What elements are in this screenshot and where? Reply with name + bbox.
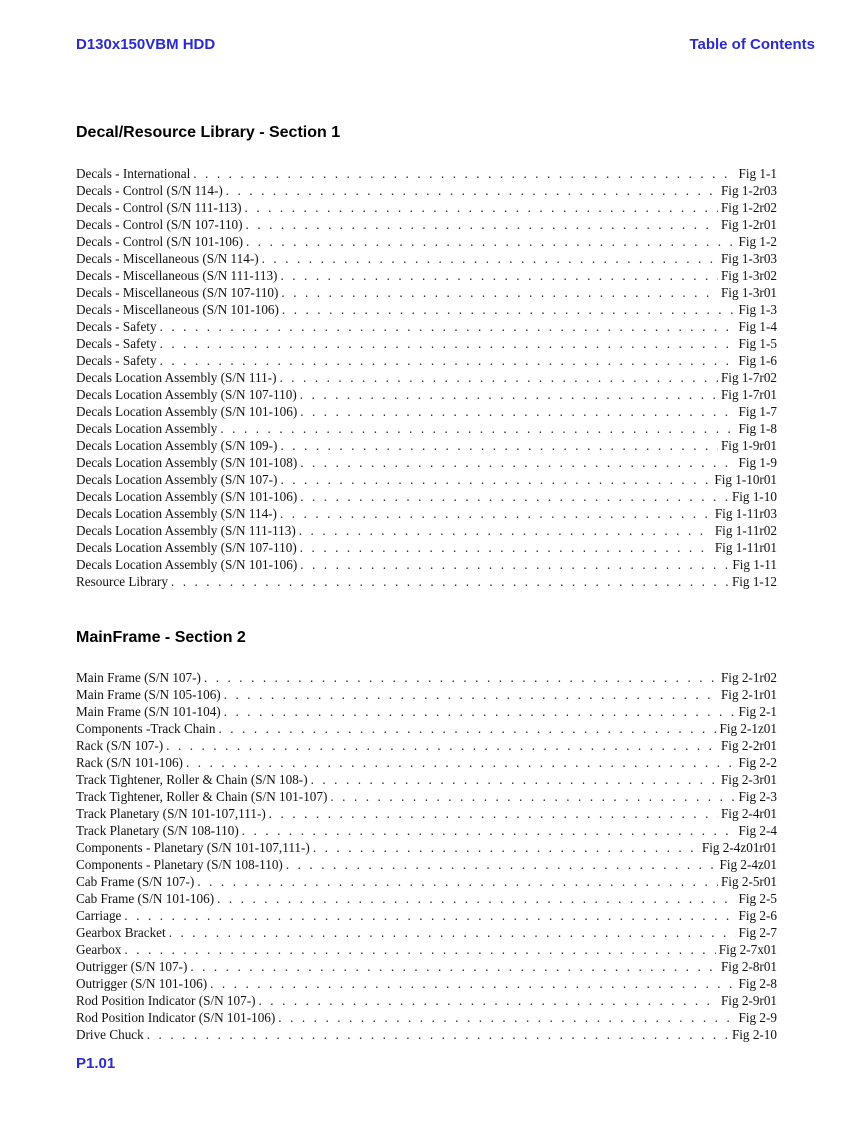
section-1-toc-list <box>76 165 777 590</box>
dot-leader <box>300 556 729 573</box>
toc-entry[interactable] <box>76 771 777 788</box>
toc-entry[interactable] <box>76 669 777 686</box>
toc-entry-label: Decals - Miscellaneous (S/N 101-106) <box>76 302 279 317</box>
toc-entry-label: Rod Position Indicator (S/N 107-) <box>76 993 256 1008</box>
dot-leader <box>245 199 718 216</box>
dot-leader <box>300 386 718 403</box>
toc-entry-figure-ref: Fig 2-10 <box>729 1026 777 1043</box>
toc-entry-figure-ref: Fig 2-4z01 <box>716 856 777 873</box>
dot-leader <box>280 437 718 454</box>
toc-entry-label: Track Tightener, Roller & Chain (S/N 101-107) <box>76 789 328 804</box>
toc-entry[interactable] <box>76 873 777 890</box>
dot-leader <box>282 301 736 318</box>
toc-entry-label: Decals Location Assembly (S/N 114-) <box>76 506 277 521</box>
toc-entry[interactable] <box>76 805 777 822</box>
toc-entry-figure-ref: Fig 1-7r01 <box>718 386 777 403</box>
toc-entry[interactable] <box>76 907 777 924</box>
toc-entry[interactable] <box>76 754 777 771</box>
toc-entry[interactable] <box>76 301 777 318</box>
toc-entry[interactable] <box>76 403 777 420</box>
toc-entry-figure-ref: Fig 2-8r01 <box>718 958 777 975</box>
toc-entry[interactable] <box>76 420 777 437</box>
toc-entry-label: Decals Location Assembly (S/N 107-110) <box>76 387 297 402</box>
toc-entry-label: Decals Location Assembly (S/N 109-) <box>76 438 278 453</box>
toc-entry[interactable] <box>76 369 777 386</box>
toc-entry-label: Decals Location Assembly (S/N 101-106) <box>76 557 298 572</box>
toc-entry-figure-ref: Fig 2-7x01 <box>716 941 777 958</box>
toc-entry[interactable] <box>76 182 777 199</box>
dot-leader <box>280 471 711 488</box>
toc-entry-figure-ref: Fig 2-4r01 <box>718 805 777 822</box>
dot-leader <box>210 975 735 992</box>
dot-leader <box>197 873 718 890</box>
toc-entry-figure-ref: Fig 2-2r01 <box>718 737 777 754</box>
toc-entry-label: Gearbox Bracket <box>76 925 166 940</box>
toc-entry-label: Decals - Control (S/N 111-113) <box>76 200 242 215</box>
toc-entry-label: Decals - Control (S/N 107-110) <box>76 217 243 232</box>
dot-leader <box>300 403 735 420</box>
toc-entry-figure-ref: Fig 1-11 <box>729 556 777 573</box>
toc-entry[interactable] <box>76 822 777 839</box>
toc-entry[interactable] <box>76 839 777 856</box>
toc-entry-figure-ref: Fig 1-8 <box>736 420 777 437</box>
toc-entry-label: Decals Location Assembly (S/N 107-110) <box>76 540 297 555</box>
dot-leader <box>226 182 718 199</box>
dot-leader <box>280 267 718 284</box>
toc-entry-label: Track Planetary (S/N 108-110) <box>76 823 239 838</box>
dot-leader <box>147 1026 729 1043</box>
toc-entry-figure-ref: Fig 1-3r01 <box>718 284 777 301</box>
dot-leader <box>246 216 718 233</box>
dot-leader <box>186 754 736 771</box>
toc-entry[interactable] <box>76 856 777 873</box>
toc-entry-figure-ref: Fig 1-2 <box>736 233 777 250</box>
toc-entry-figure-ref: Fig 1-2r01 <box>718 216 777 233</box>
dot-leader <box>259 992 718 1009</box>
toc-entry-label: Outrigger (S/N 107-) <box>76 959 188 974</box>
toc-entry-label: Decals - Miscellaneous (S/N 111-113) <box>76 268 278 283</box>
toc-entry-label: Decals - Control (S/N 114-) <box>76 183 223 198</box>
dot-leader <box>242 822 736 839</box>
toc-entry[interactable] <box>76 788 777 805</box>
toc-entry-label: Decals - Safety <box>76 353 157 368</box>
dot-leader <box>224 703 736 720</box>
toc-entry-figure-ref: Fig 1-1 <box>736 165 777 182</box>
page-number: P1.01 <box>76 1055 116 1072</box>
toc-entry-label: Decals - Safety <box>76 319 157 334</box>
toc-entry[interactable] <box>76 216 777 233</box>
dot-leader <box>300 488 729 505</box>
toc-entry-figure-ref: Fig 2-7 <box>736 924 777 941</box>
toc-entry[interactable] <box>76 165 777 182</box>
toc-entry-figure-ref: Fig 1-11r02 <box>712 522 777 539</box>
toc-entry-label: Main Frame (S/N 101-104) <box>76 704 221 719</box>
toc-entry-figure-ref: Fig 1-9 <box>736 454 777 471</box>
toc-entry-figure-ref: Fig 2-5r01 <box>718 873 777 890</box>
toc-entry-label: Components - Planetary (S/N 101-107,111-) <box>76 840 310 855</box>
toc-entry[interactable] <box>76 233 777 250</box>
toc-entry[interactable] <box>76 686 777 703</box>
toc-entry-label: Decals - Miscellaneous (S/N 107-110) <box>76 285 279 300</box>
dot-leader <box>299 522 712 539</box>
toc-entry-figure-ref: Fig 1-6 <box>736 352 777 369</box>
toc-entry[interactable] <box>76 975 777 992</box>
toc-entry-label: Decals Location Assembly (S/N 101-106) <box>76 489 298 504</box>
toc-entry-figure-ref: Fig 2-8 <box>736 975 777 992</box>
toc-entry[interactable] <box>76 318 777 335</box>
dot-leader <box>218 720 716 737</box>
toc-entry[interactable] <box>76 522 777 539</box>
toc-entry-figure-ref: Fig 1-4 <box>736 318 777 335</box>
dot-leader <box>124 941 715 958</box>
toc-entry[interactable] <box>76 335 777 352</box>
toc-entry[interactable] <box>76 267 777 284</box>
toc-entry[interactable] <box>76 352 777 369</box>
dot-leader <box>286 856 717 873</box>
toc-entry[interactable] <box>76 505 777 522</box>
dot-leader <box>166 737 718 754</box>
toc-entry-figure-ref: Fig 1-12 <box>729 573 777 590</box>
dot-leader <box>160 318 736 335</box>
toc-entry-label: Decals - Miscellaneous (S/N 114-) <box>76 251 259 266</box>
dot-leader <box>262 250 718 267</box>
dot-leader <box>171 573 729 590</box>
dot-leader <box>313 839 699 856</box>
toc-entry[interactable] <box>76 992 777 1009</box>
toc-entry-figure-ref: Fig 2-4z01r01 <box>699 839 777 856</box>
toc-entry-figure-ref: Fig 1-10 <box>729 488 777 505</box>
toc-entry[interactable] <box>76 1026 777 1043</box>
dot-leader <box>217 890 735 907</box>
toc-entry-figure-ref: Fig 1-3r03 <box>718 250 777 267</box>
dot-leader <box>204 669 718 686</box>
toc-entry-label: Decals - Control (S/N 101-106) <box>76 234 244 249</box>
dot-leader <box>193 165 735 182</box>
toc-entry-label: Carriage <box>76 908 122 923</box>
toc-entry[interactable] <box>76 924 777 941</box>
toc-entry[interactable] <box>76 471 777 488</box>
toc-entry[interactable] <box>76 488 777 505</box>
toc-entry-label: Decals Location Assembly (S/N 101-106) <box>76 404 298 419</box>
toc-entry[interactable] <box>76 1009 777 1026</box>
toc-entry-figure-ref: Fig 2-5 <box>736 890 777 907</box>
toc-entry-label: Rack (S/N 107-) <box>76 738 164 753</box>
toc-entry-label: Track Planetary (S/N 101-107,111-) <box>76 806 266 821</box>
toc-entry[interactable] <box>76 199 777 216</box>
toc-entry-label: Decals - International <box>76 166 191 181</box>
toc-entry-figure-ref: Fig 2-3r01 <box>718 771 777 788</box>
toc-entry-figure-ref: Fig 1-7 <box>736 403 777 420</box>
toc-entry-figure-ref: Fig 2-1r02 <box>718 669 777 686</box>
dot-leader <box>269 805 718 822</box>
toc-entry-figure-ref: Fig 1-3 <box>736 301 777 318</box>
toc-entry[interactable] <box>76 284 777 301</box>
toc-entry-label: Rod Position Indicator (S/N 101-106) <box>76 1010 276 1025</box>
document-section-header: Table of Contents <box>689 36 815 53</box>
dot-leader <box>124 907 735 924</box>
toc-entry-figure-ref: Fig 2-1r01 <box>718 686 777 703</box>
toc-entry-figure-ref: Fig 1-7r02 <box>718 369 777 386</box>
toc-entry-label: Decals Location Assembly (S/N 111-113) <box>76 523 296 538</box>
toc-entry-label: Decals Location Assembly (S/N 101-108) <box>76 455 298 470</box>
toc-entry-figure-ref: Fig 1-10r01 <box>711 471 777 488</box>
dot-leader <box>300 454 735 471</box>
toc-entry-label: Components - Planetary (S/N 108-110) <box>76 857 283 872</box>
toc-entry[interactable] <box>76 737 777 754</box>
dot-leader <box>300 539 712 556</box>
toc-entry-figure-ref: Fig 2-2 <box>736 754 777 771</box>
dot-leader <box>220 420 735 437</box>
toc-entry-figure-ref: Fig 1-9r01 <box>718 437 777 454</box>
toc-entry-label: Resource Library <box>76 574 168 589</box>
toc-entry-label: Outrigger (S/N 101-106) <box>76 976 208 991</box>
toc-entry-figure-ref: Fig 2-1 <box>736 703 777 720</box>
dot-leader <box>311 771 718 788</box>
toc-entry[interactable] <box>76 720 777 737</box>
section-2-title: MainFrame - Section 2 <box>76 629 246 646</box>
toc-entry[interactable] <box>76 437 777 454</box>
toc-entry-label: Decals Location Assembly (S/N 111-) <box>76 370 277 385</box>
toc-entry-label: Main Frame (S/N 105-106) <box>76 687 221 702</box>
toc-entry-figure-ref: Fig 1-11r01 <box>712 539 777 556</box>
dot-leader <box>281 284 718 301</box>
toc-entry-label: Gearbox <box>76 942 122 957</box>
toc-entry[interactable] <box>76 250 777 267</box>
toc-entry-figure-ref: Fig 2-1z01 <box>716 720 777 737</box>
dot-leader <box>280 505 712 522</box>
dot-leader <box>190 958 718 975</box>
dot-leader <box>246 233 736 250</box>
toc-entry-figure-ref: Fig 2-3 <box>736 788 777 805</box>
toc-entry-figure-ref: Fig 2-9r01 <box>718 992 777 1009</box>
toc-entry-figure-ref: Fig 2-9 <box>736 1009 777 1026</box>
section-1-title: Decal/Resource Library - Section 1 <box>76 124 341 141</box>
toc-entry[interactable] <box>76 556 777 573</box>
toc-entry-label: Decals - Safety <box>76 336 157 351</box>
toc-entry-figure-ref: Fig 2-4 <box>736 822 777 839</box>
dot-leader <box>279 369 717 386</box>
toc-entry[interactable] <box>76 386 777 403</box>
toc-entry-label: Rack (S/N 101-106) <box>76 755 183 770</box>
toc-entry-label: Decals Location Assembly (S/N 107-) <box>76 472 278 487</box>
toc-entry-label: Drive Chuck <box>76 1027 144 1042</box>
toc-entry-label: Components -Track Chain <box>76 721 216 736</box>
toc-entry-figure-ref: Fig 1-2r02 <box>718 199 777 216</box>
toc-entry[interactable] <box>76 941 777 958</box>
toc-entry[interactable] <box>76 573 777 590</box>
toc-entry[interactable] <box>76 539 777 556</box>
document-model-header: D130x150VBM HDD <box>76 36 216 53</box>
dot-leader <box>160 335 736 352</box>
toc-entry[interactable] <box>76 454 777 471</box>
dot-leader <box>160 352 736 369</box>
dot-leader <box>169 924 736 941</box>
toc-entry-figure-ref: Fig 1-11r03 <box>712 505 777 522</box>
toc-entry-label: Decals Location Assembly <box>76 421 218 436</box>
toc-entry-figure-ref: Fig 1-3r02 <box>718 267 777 284</box>
toc-entry-label: Cab Frame (S/N 101-106) <box>76 891 215 906</box>
toc-entry-figure-ref: Fig 2-6 <box>736 907 777 924</box>
dot-leader <box>224 686 718 703</box>
toc-entry-label: Track Tightener, Roller & Chain (S/N 108-) <box>76 772 308 787</box>
dot-leader <box>278 1009 735 1026</box>
dot-leader <box>330 788 735 805</box>
section-2-toc-list <box>76 669 777 1043</box>
toc-entry[interactable] <box>76 958 777 975</box>
toc-entry-label: Main Frame (S/N 107-) <box>76 670 201 685</box>
toc-entry-label: Cab Frame (S/N 107-) <box>76 874 195 889</box>
toc-entry[interactable] <box>76 703 777 720</box>
toc-entry[interactable] <box>76 890 777 907</box>
toc-entry-figure-ref: Fig 1-5 <box>736 335 777 352</box>
toc-entry-figure-ref: Fig 1-2r03 <box>718 182 777 199</box>
